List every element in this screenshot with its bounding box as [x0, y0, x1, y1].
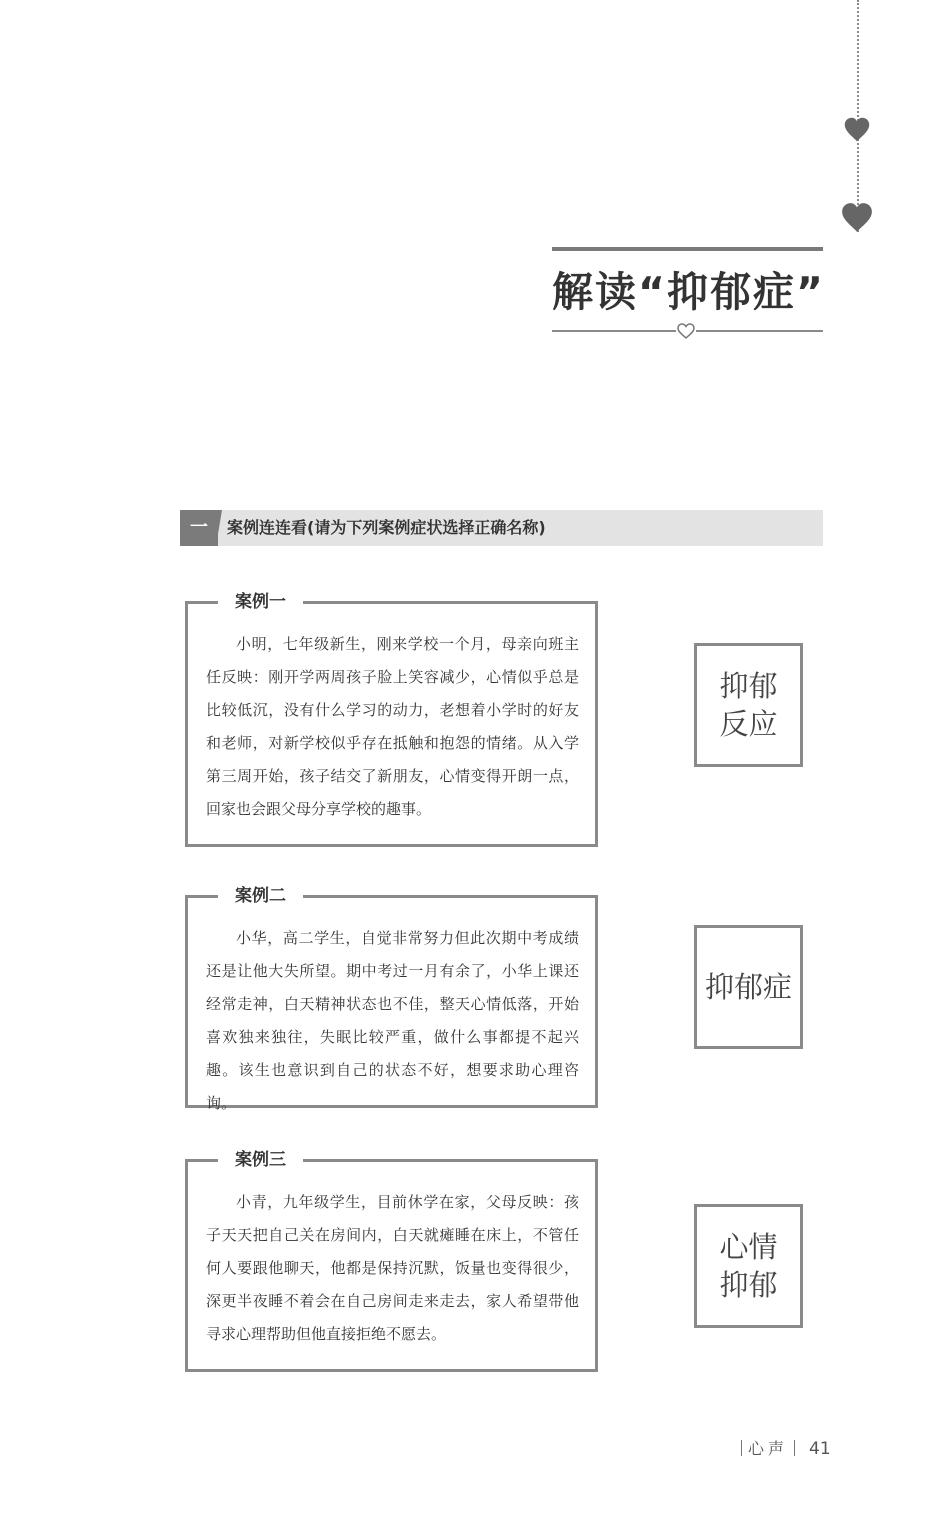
page-number: 41	[809, 1439, 831, 1459]
heart-icon	[843, 116, 871, 144]
heart-icon	[840, 201, 874, 235]
section-number: 一	[180, 510, 218, 546]
case-box-1	[185, 592, 598, 847]
page-footer	[735, 1437, 831, 1461]
case-label: 案例二	[218, 882, 303, 910]
option-label: 心情抑郁	[719, 1230, 778, 1302]
case-box-3	[185, 1150, 598, 1372]
case-label: 案例三	[218, 1146, 303, 1174]
option-box-low-mood	[694, 1204, 803, 1328]
footer-divider	[794, 1440, 795, 1456]
case-text: 小青，九年级学生，目前休学在家，父母反映：孩子天天把自己关在房间内，白天就瘫睡在床上，不管任何人要跟他聊天，他都是保持沉默，饭量也变得很少，深更半夜睡不着会在自己房间走来走去，家人希望带他寻求心理帮助但他直接拒绝不愿去。	[206, 1193, 579, 1343]
option-box-depression	[694, 925, 803, 1049]
footer-brand: 心声	[748, 1439, 789, 1458]
outline-heart-icon	[676, 322, 696, 340]
case-text: 小明，七年级新生，刚来学校一个月，母亲向班主任反映：刚开学两周孩子脸上笑容减少，心情似乎总是比较低沉，没有什么学习的动力，老想着小学时的好友和老师，对新学校似乎存在抵触和抱怨的情绪。从入学第三周开始，孩子结交了新朋友，心情变得开朗一点，回家也会跟父母分享学校的趣事。	[206, 635, 579, 818]
case-label: 案例一	[218, 588, 303, 616]
option-box-depressive-reaction	[694, 643, 803, 767]
option-label: 抑郁症	[704, 970, 792, 1004]
footer-divider	[741, 1440, 742, 1456]
title-top-rule	[552, 247, 823, 251]
section-title: 案例连连看(请为下列案例症状选择正确名称)	[227, 518, 546, 537]
case-text: 小华，高二学生，自觉非常努力但此次期中考成绩还是让他大失所望。期中考过一月有余了，小华上课还经常走神，白天精神状态也不佳，整天心情低落，开始喜欢独来独往，失眠比较严重，做什么事都提不起兴趣。该生也意识到自己的状态不好，想要求助心理咨询。	[206, 929, 579, 1112]
option-label: 抑郁反应	[719, 669, 778, 741]
case-box-2	[185, 886, 598, 1112]
section-number-tip	[216, 510, 222, 546]
page-title: 解读“抑郁症”	[552, 268, 825, 316]
